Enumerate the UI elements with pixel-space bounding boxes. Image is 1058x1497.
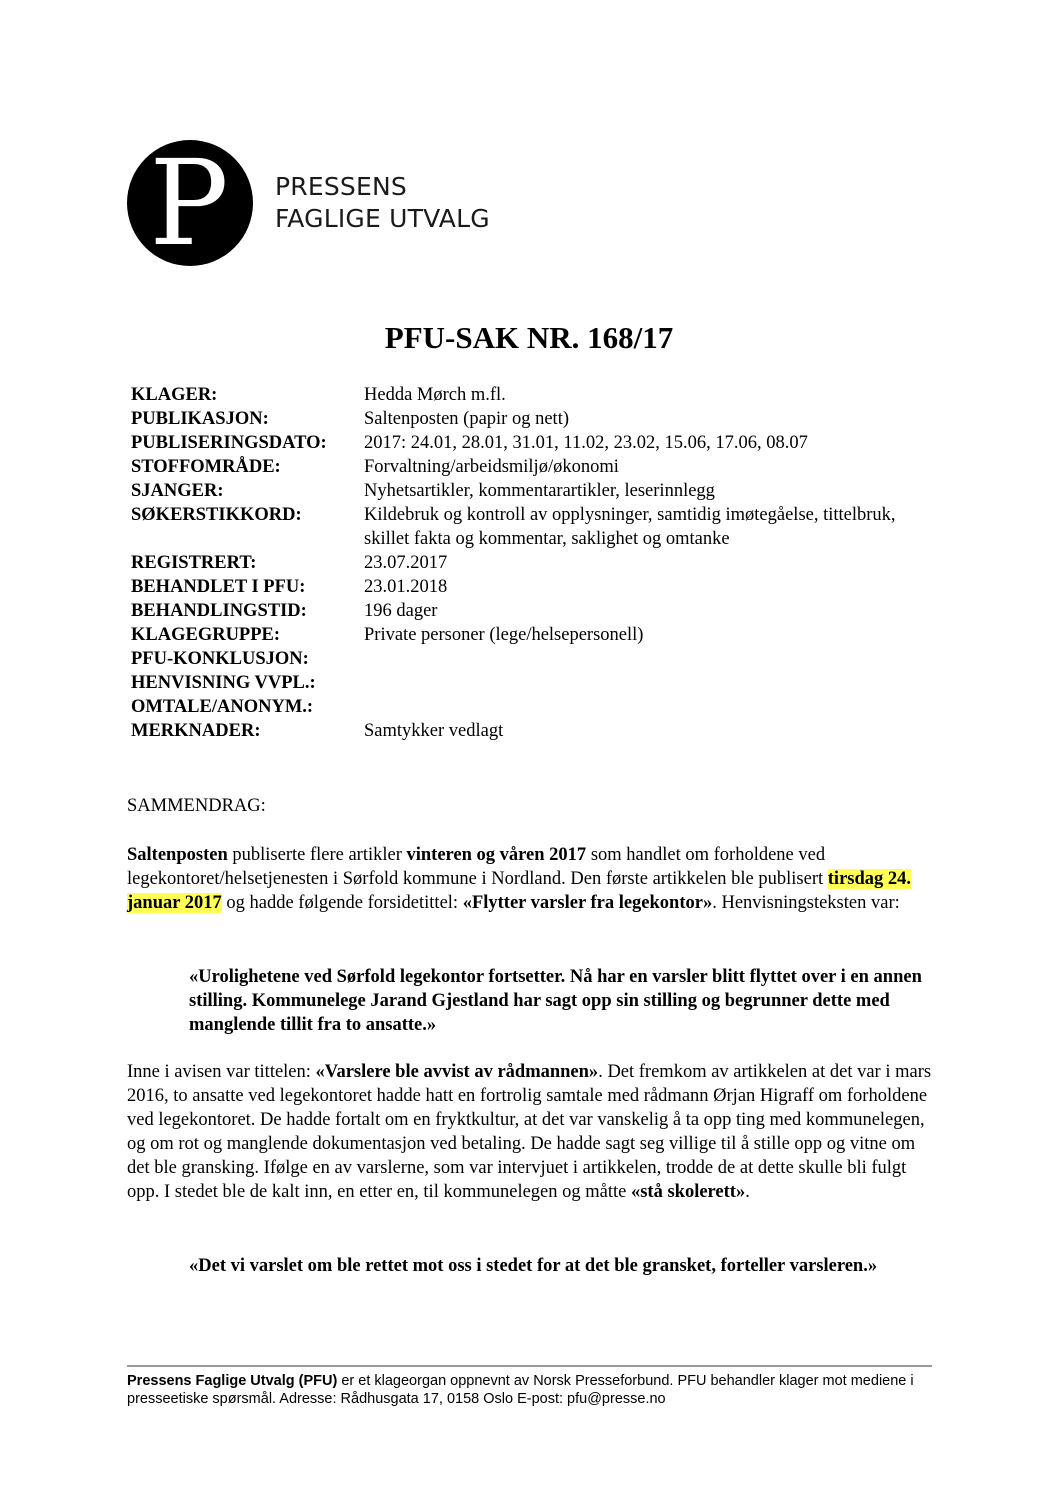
text-span: Inne i avisen var tittelen: xyxy=(127,1062,316,1082)
footer-divider xyxy=(127,1365,932,1367)
metadata-row xyxy=(131,455,909,479)
metadata-key: SØKERSTIKKORD: xyxy=(131,505,302,525)
text-span: . Det fremkom av artikkelen at det var i mars 2016, to ansatte ved legekontoret hadde hatt en fortrolig samtale med rådmann Ørjan Higraff om forholdene ved legekontoret. De hadde fortalt om en fryktkultur, at det var vanskelig å ta opp ting med kommunelegen, og om rot og manglende dokumentasjon ved betaling. De hadde sagt seg villige til å stille opp og vitne om det ble gransking. Ifølge en av varslerne, som var intervjuet i artikkelen, trodde de at dette skulle bli fulgt opp. I stedet ble de kalt inn, en etter en, til kommunelegen og måtte xyxy=(127,1062,932,1202)
front-page-headline: «Flytter varsler fra legekontor» xyxy=(462,893,713,913)
metadata-row xyxy=(131,575,909,599)
logo-line-1: PRESSENS xyxy=(275,172,407,201)
metadata-row xyxy=(131,671,909,695)
metadata-value: Kildebruk og kontroll av opplysninger, samtidig imøtegåelse, tittelbruk, skillet fakta og kommentar, saklighet og omtanke xyxy=(364,505,896,549)
pfu-logo-icon xyxy=(127,140,253,266)
metadata-row xyxy=(131,623,909,647)
case-metadata-table xyxy=(131,383,909,743)
text-span: . Henvisningsteksten var: xyxy=(712,893,900,913)
metadata-key: KLAGER: xyxy=(131,385,218,405)
pfu-logo xyxy=(127,140,490,266)
metadata-value: 2017: 24.01, 28.01, 31.01, 11.02, 23.02, 15.06, 17.06, 08.07 xyxy=(364,433,808,453)
metadata-key: STOFFOMRÅDE: xyxy=(131,457,281,477)
metadata-value xyxy=(364,695,909,719)
case-title: PFU-SAK NR. 168/17 xyxy=(384,320,674,355)
text-span: som handlet om forholdene ved legekontoret/helsetjenesten i Sørfold kommune i Nordland. Den første artikkelen ble publisert xyxy=(127,845,828,889)
metadata-value: 23.07.2017 xyxy=(364,553,448,573)
highlighted-date: tirsdag 24. januar 2017 xyxy=(127,869,912,913)
quoted-phrase: «stå skolerett» xyxy=(630,1182,746,1202)
text-span: . xyxy=(745,1182,750,1202)
metadata-value xyxy=(364,647,909,671)
summary-paragraph-2 xyxy=(127,1060,932,1204)
metadata-row xyxy=(131,695,909,719)
metadata-key: OMTALE/ANONYM.: xyxy=(131,697,314,717)
text-span: publiserte flere artikler xyxy=(227,845,407,865)
summary-paragraph-1 xyxy=(127,843,932,915)
metadata-value: 23.01.2018 xyxy=(364,577,448,597)
metadata-value: Samtykker vedlagt xyxy=(364,721,504,741)
summary-heading: SAMMENDRAG: xyxy=(127,796,266,816)
metadata-key: PUBLISERINGSDATO: xyxy=(131,433,327,453)
footer-org-name: Pressens Faglige Utvalg (PFU) xyxy=(127,1373,338,1389)
metadata-value: Private personer (lege/helsepersonell) xyxy=(364,625,644,645)
period-bold: vinteren og våren 2017 xyxy=(406,845,587,865)
metadata-row xyxy=(131,431,909,455)
metadata-value: Nyhetsartikler, kommentarartikler, leserinnlegg xyxy=(364,481,715,501)
metadata-key: PFU-KONKLUSJON: xyxy=(131,649,309,669)
publication-name: Saltenposten xyxy=(127,845,228,865)
text-span: og hadde følgende forsidetittel: xyxy=(221,893,463,913)
metadata-row xyxy=(131,479,909,503)
metadata-row xyxy=(131,647,909,671)
logo-wordmark xyxy=(275,171,490,235)
metadata-key: BEHANDLINGSTID: xyxy=(131,601,307,621)
metadata-row xyxy=(131,407,909,431)
metadata-row xyxy=(131,383,909,407)
inside-headline: «Varslere ble avvist av rådmannen» xyxy=(315,1062,599,1082)
metadata-value: Hedda Mørch m.fl. xyxy=(364,385,506,405)
metadata-row xyxy=(131,503,909,551)
metadata-value: Saltenposten (papir og nett) xyxy=(364,409,569,429)
metadata-key: SJANGER: xyxy=(131,481,224,501)
metadata-row xyxy=(131,599,909,623)
metadata-key: REGISTRERT: xyxy=(131,553,257,573)
footer-text: er et klageorgan oppnevnt av Norsk Presseforbund. PFU behandler klager mot mediene i presseetiske spørsmål. Adresse: Rådhusgata 17, 0158 Oslo E-post: pfu@presse.no xyxy=(127,1373,914,1407)
metadata-value xyxy=(364,671,909,695)
page-footer xyxy=(127,1372,932,1408)
logo-glyph: P xyxy=(149,140,229,266)
quote-block-2: «Det vi varslet om ble rettet mot oss i stedet for at det ble gransket, forteller varsleren.» xyxy=(189,1256,878,1276)
metadata-key: MERKNADER: xyxy=(131,721,261,741)
logo-line-2: FAGLIGE UTVALG xyxy=(275,204,490,233)
metadata-key: HENVISNING VVPL.: xyxy=(131,673,316,693)
metadata-key: KLAGEGRUPPE: xyxy=(131,625,281,645)
metadata-key: PUBLIKASJON: xyxy=(131,409,269,429)
metadata-key: BEHANDLET I PFU: xyxy=(131,577,306,597)
metadata-row xyxy=(131,719,909,743)
metadata-value: 196 dager xyxy=(364,601,438,621)
metadata-row xyxy=(131,551,909,575)
metadata-value: Forvaltning/arbeidsmiljø/økonomi xyxy=(364,457,619,477)
quote-block-1: «Urolighetene ved Sørfold legekontor fortsetter. Nå har en varsler blitt flyttet over i en annen stilling. Kommunelege Jarand Gjestland har sagt opp sin stilling og begrunner dette med manglende tillit fra to ansatte.» xyxy=(189,967,922,1035)
